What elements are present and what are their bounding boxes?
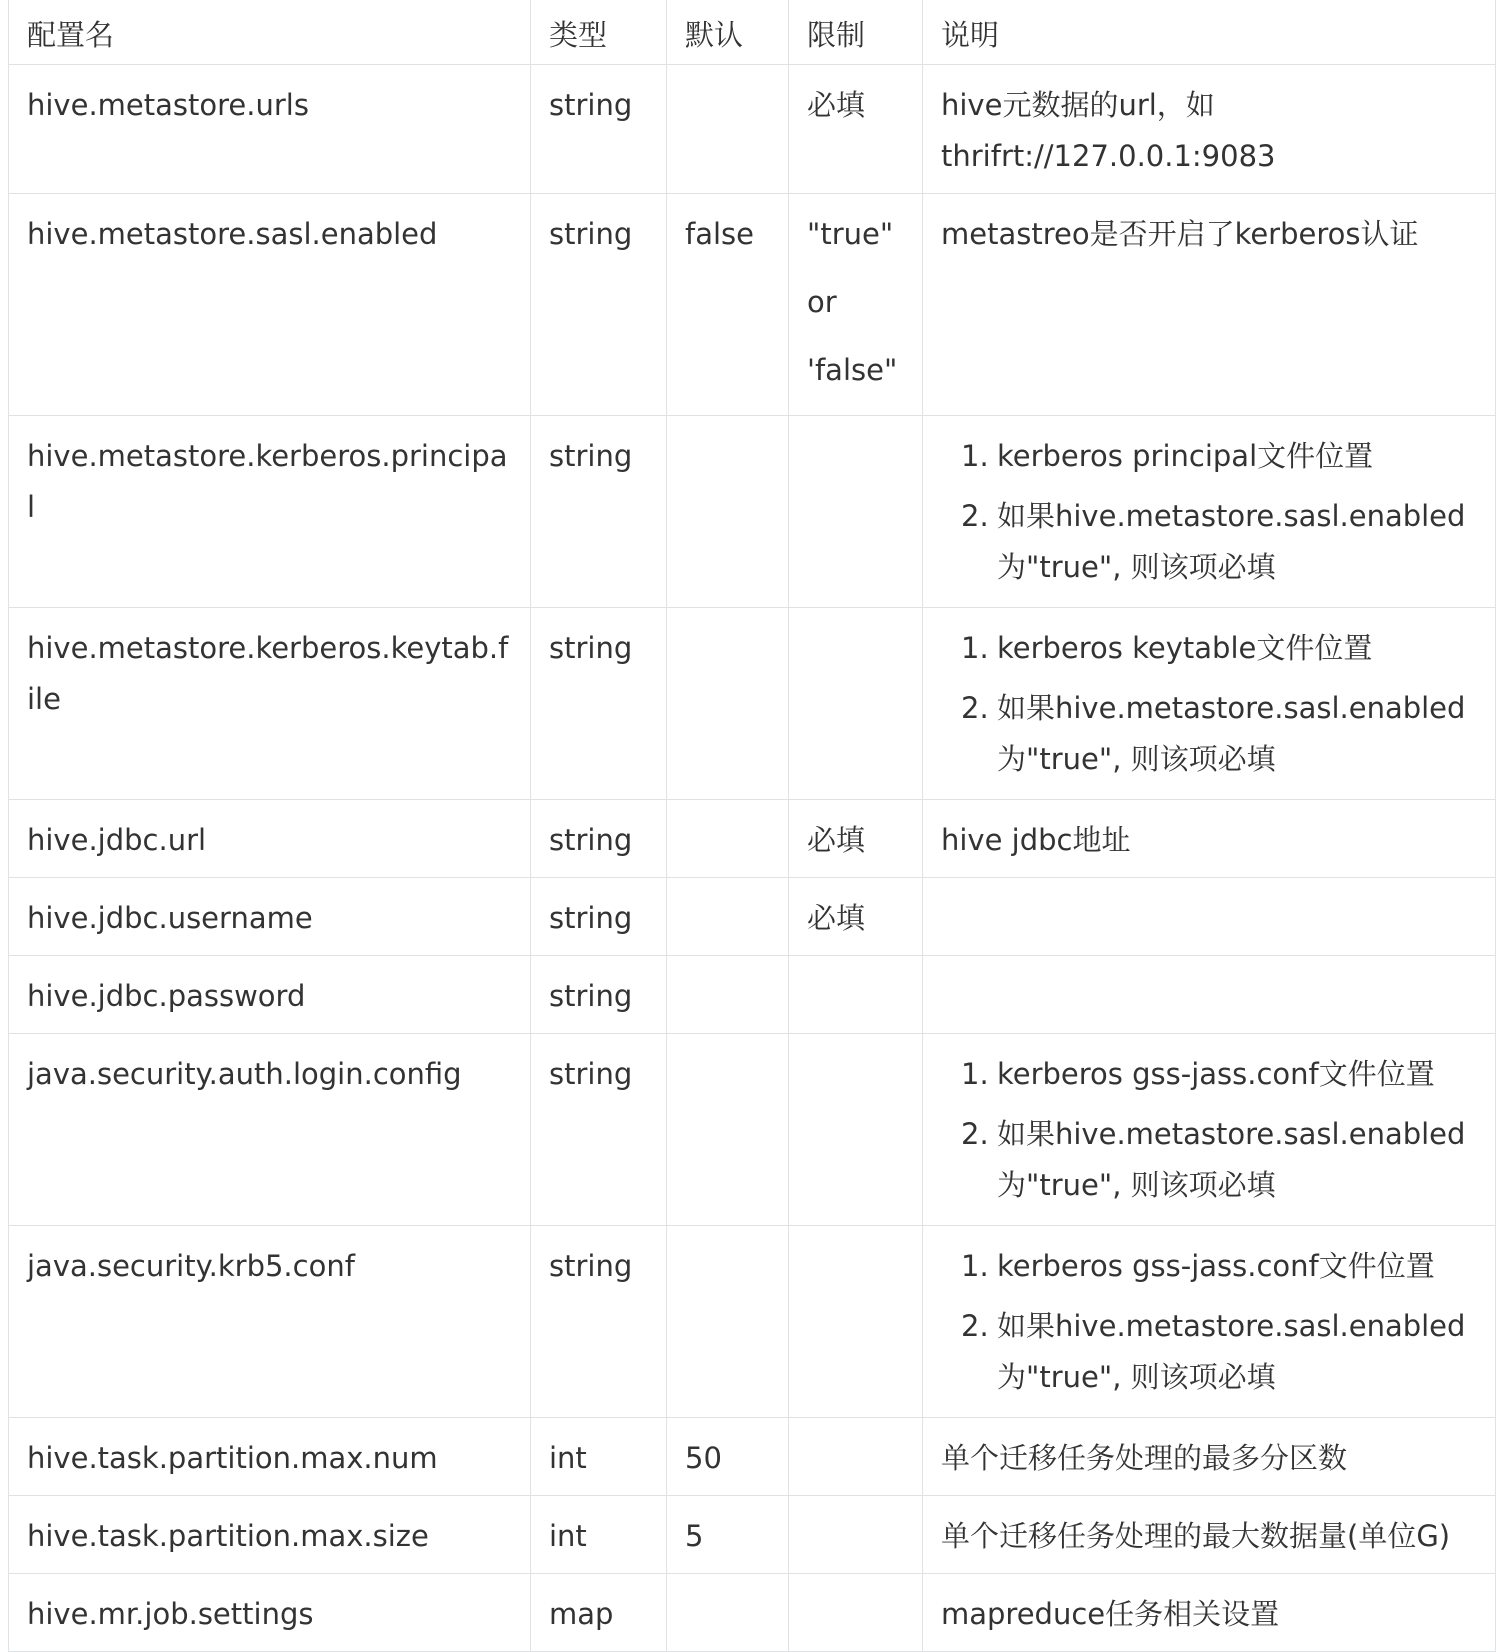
- header-name: 配置名: [9, 0, 531, 65]
- cell-limit: 必填: [789, 878, 923, 956]
- desc-list: [941, 1049, 1477, 1211]
- cell-name: hive.metastore.urls: [9, 65, 531, 194]
- cell-type: string: [531, 878, 667, 956]
- cell-name: java.security.auth.login.config: [9, 1034, 531, 1226]
- cell-limit: [789, 608, 923, 800]
- desc-list: [941, 1241, 1477, 1403]
- cell-default: [667, 1574, 789, 1652]
- header-desc: 说明: [923, 0, 1496, 65]
- cell-limit: 必填: [789, 800, 923, 878]
- cell-desc: [923, 1034, 1496, 1226]
- cell-desc: 单个迁移任务处理的最多分区数: [923, 1418, 1496, 1496]
- cell-name: hive.metastore.kerberos.principal: [9, 416, 531, 608]
- cell-name: hive.mr.job.settings: [9, 1574, 531, 1652]
- cell-limit: [789, 194, 923, 416]
- cell-type: int: [531, 1418, 667, 1496]
- list-marker: 1.: [961, 631, 989, 665]
- cell-desc: [923, 1226, 1496, 1418]
- cell-desc: hive jdbc地址: [923, 800, 1496, 878]
- list-item: [961, 683, 1477, 785]
- list-marker: 2.: [961, 691, 989, 725]
- table-row: [9, 416, 1496, 608]
- table-row: [9, 65, 1496, 194]
- table-row: [9, 956, 1496, 1034]
- limit-line: "true": [807, 217, 894, 251]
- cell-desc: [923, 608, 1496, 800]
- list-item: [961, 431, 1477, 482]
- cell-desc: [923, 956, 1496, 1034]
- list-item-text: kerberos principal文件位置: [997, 439, 1374, 473]
- list-item-text: 如果hive.metastore.sasl.enabled为"true", 则该项必填: [997, 499, 1466, 584]
- cell-desc: [923, 878, 1496, 956]
- cell-limit: [789, 1574, 923, 1652]
- list-item-text: kerberos keytable文件位置: [997, 631, 1373, 665]
- cell-desc: mapreduce任务相关设置: [923, 1574, 1496, 1652]
- cell-type: string: [531, 65, 667, 194]
- cell-name: hive.task.partition.max.num: [9, 1418, 531, 1496]
- list-item: [961, 1049, 1477, 1100]
- cell-name: hive.jdbc.username: [9, 878, 531, 956]
- config-table: [8, 0, 1496, 1652]
- table-row: [9, 1034, 1496, 1226]
- cell-limit: [789, 1418, 923, 1496]
- list-item: [961, 623, 1477, 674]
- cell-default: [667, 608, 789, 800]
- cell-limit: [789, 416, 923, 608]
- cell-limit: [789, 1034, 923, 1226]
- list-item-text: 如果hive.metastore.sasl.enabled为"true", 则该项必填: [997, 1309, 1466, 1394]
- cell-default: [667, 800, 789, 878]
- list-item: [961, 1109, 1477, 1211]
- table-row: [9, 1496, 1496, 1574]
- cell-limit: [789, 1226, 923, 1418]
- list-marker: 2.: [961, 499, 989, 533]
- cell-default: [667, 878, 789, 956]
- header-type: 类型: [531, 0, 667, 65]
- list-item-text: kerberos gss-jass.conf文件位置: [997, 1057, 1435, 1091]
- cell-default: [667, 416, 789, 608]
- cell-limit: 必填: [789, 65, 923, 194]
- header-default: 默认: [667, 0, 789, 65]
- cell-type: map: [531, 1574, 667, 1652]
- cell-type: string: [531, 416, 667, 608]
- cell-default: [667, 956, 789, 1034]
- table-row: [9, 878, 1496, 956]
- cell-type: string: [531, 1226, 667, 1418]
- list-marker: 1.: [961, 439, 989, 473]
- cell-name: java.security.krb5.conf: [9, 1226, 531, 1418]
- limit-line: 'false": [807, 353, 898, 387]
- cell-name: hive.metastore.sasl.enabled: [9, 194, 531, 416]
- table-row: [9, 800, 1496, 878]
- cell-limit: [789, 956, 923, 1034]
- cell-type: string: [531, 956, 667, 1034]
- cell-name: hive.task.partition.max.size: [9, 1496, 531, 1574]
- cell-type: string: [531, 1034, 667, 1226]
- list-item-text: 如果hive.metastore.sasl.enabled为"true", 则该项必填: [997, 691, 1466, 776]
- cell-type: string: [531, 608, 667, 800]
- table-row: [9, 1574, 1496, 1652]
- cell-default: false: [667, 194, 789, 416]
- cell-default: 50: [667, 1418, 789, 1496]
- table-row: [9, 608, 1496, 800]
- cell-desc: [923, 416, 1496, 608]
- cell-type: int: [531, 1496, 667, 1574]
- cell-default: [667, 1226, 789, 1418]
- cell-desc: hive元数据的url，如thrifrt://127.0.0.1:9083: [923, 65, 1496, 194]
- table-row: [9, 1226, 1496, 1418]
- desc-list: [941, 623, 1477, 785]
- cell-type: string: [531, 800, 667, 878]
- list-item: [961, 491, 1477, 593]
- list-item: [961, 1301, 1477, 1403]
- header-limit: 限制: [789, 0, 923, 65]
- cell-default: 5: [667, 1496, 789, 1574]
- cell-desc: 单个迁移任务处理的最大数据量(单位G): [923, 1496, 1496, 1574]
- cell-name: hive.metastore.kerberos.keytab.file: [9, 608, 531, 800]
- cell-type: string: [531, 194, 667, 416]
- cell-default: [667, 1034, 789, 1226]
- list-marker: 2.: [961, 1117, 989, 1151]
- list-marker: 2.: [961, 1309, 989, 1343]
- table-row: [9, 1418, 1496, 1496]
- list-marker: 1.: [961, 1249, 989, 1283]
- cell-desc: metastreo是否开启了kerberos认证: [923, 194, 1496, 416]
- cell-name: hive.jdbc.password: [9, 956, 531, 1034]
- cell-default: [667, 65, 789, 194]
- table-row: [9, 194, 1496, 416]
- cell-name: hive.jdbc.url: [9, 800, 531, 878]
- limit-line: or: [807, 285, 837, 319]
- list-item-text: kerberos gss-jass.conf文件位置: [997, 1249, 1435, 1283]
- list-marker: 1.: [961, 1057, 989, 1091]
- table-header-row: [9, 0, 1496, 65]
- desc-list: [941, 431, 1477, 593]
- list-item-text: 如果hive.metastore.sasl.enabled为"true", 则该项必填: [997, 1117, 1466, 1202]
- list-item: [961, 1241, 1477, 1292]
- cell-limit: [789, 1496, 923, 1574]
